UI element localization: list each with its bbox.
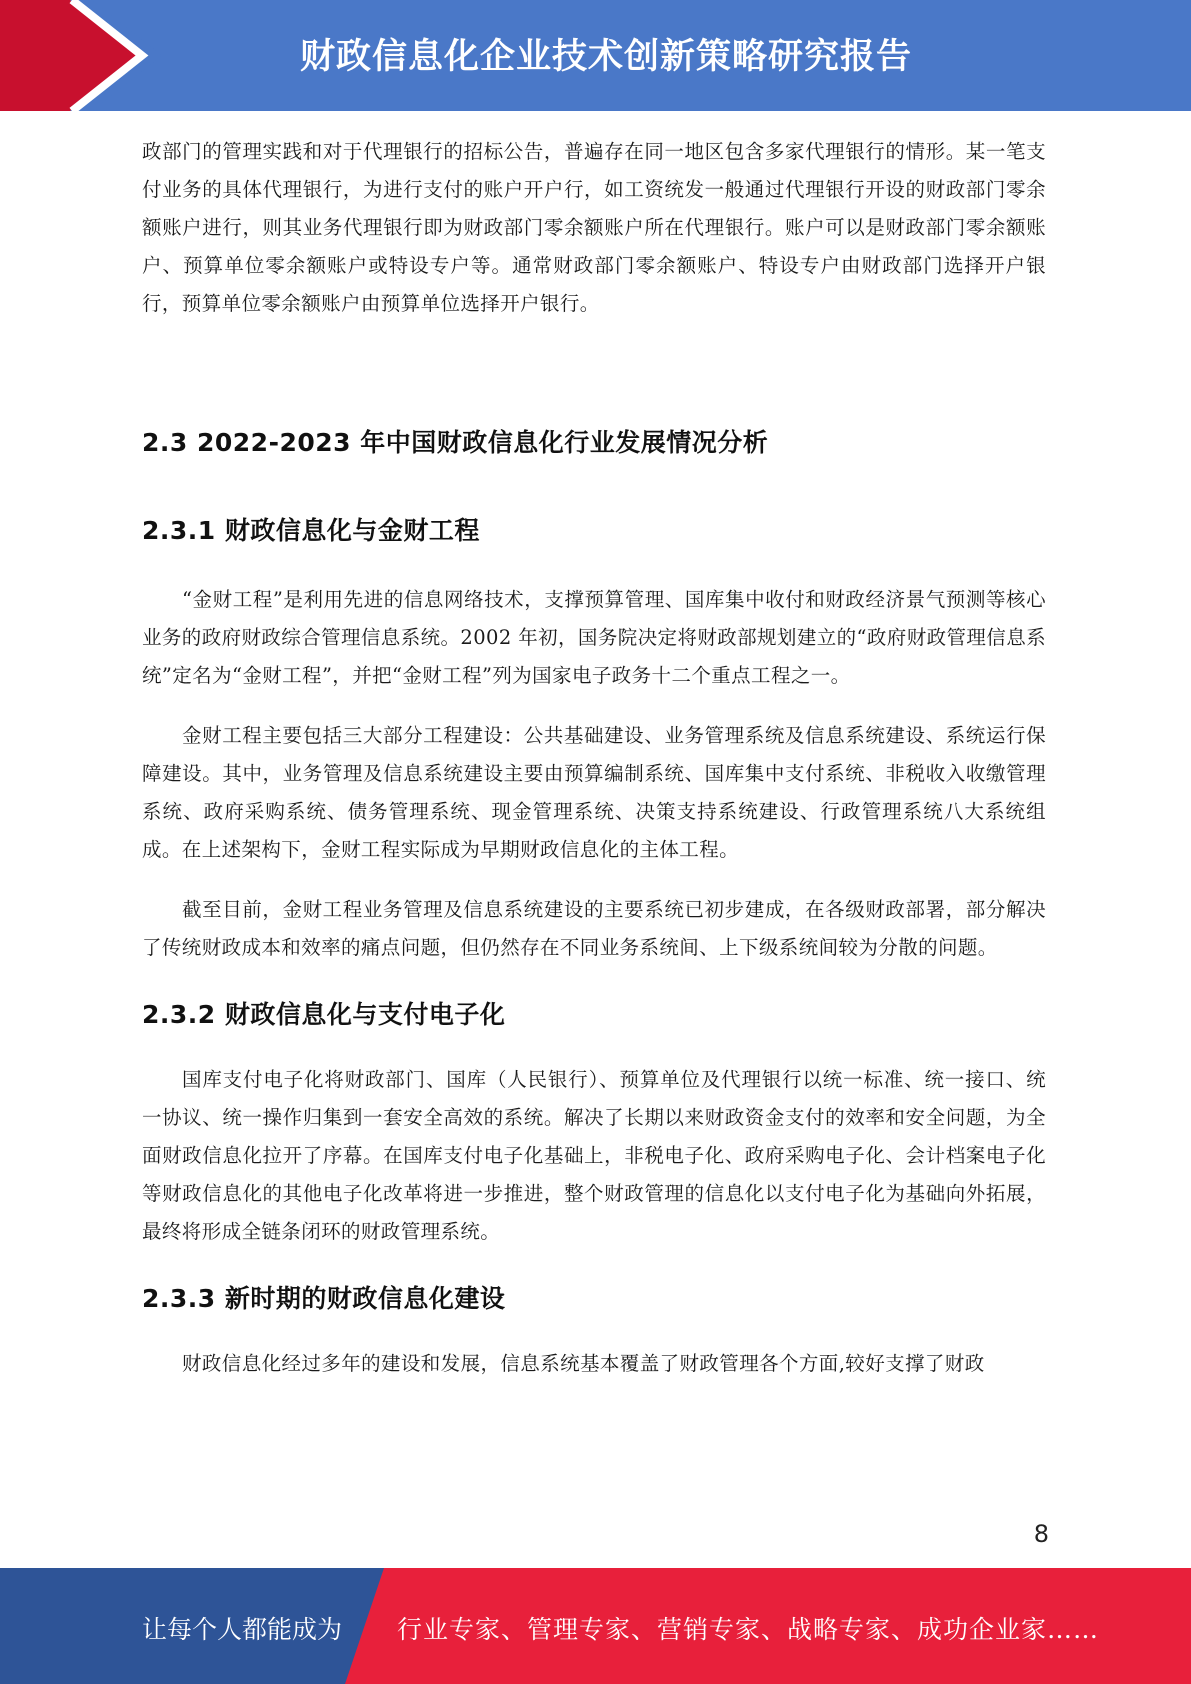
paragraph-jincai-status: 截至目前，金财工程业务管理及信息系统建设的主要系统已初步建成，在各级财政部署，部分解决了传统财政成本和效率的痛点问题，但仍然存在不同业务系统间、上下级系统间较为分散的问题。	[142, 898, 1046, 959]
footer-slogan-left: 让每个人都能成为	[142, 1615, 343, 1644]
paragraph-jincai-components: 金财工程主要包括三大部分工程建设：公共基础建设、业务管理系统及信息系统建设、系统运行保障建设。其中，业务管理及信息系统建设主要由预算编制系统、国库集中支付系统、非税收入收缴管理系统、政府采购系统、债务管理系统、现金管理系统、决策支持系统建设、行政管理系统八大系统组成。在上述架构下，金财工程实际成为早期财政信息化的主体工程。	[142, 724, 1046, 861]
page-number: 8	[1033, 1520, 1049, 1548]
intro-paragraph: 政部门的管理实践和对于代理银行的招标公告，普遍存在同一地区包含多家代理银行的情形。某一笔支付业务的具体代理银行，为进行支付的账户开户行，如工资统发一般通过代理银行开设的财政部门零余额账户进行，则其业务代理银行即为财政部门零余额账户所在代理银行。账户可以是财政部门零余额账户、预算单位零余额账户或特设专户等。通常财政部门零余额账户、特设专户由财政部门选择开户银行，预算单位零余额账户由预算单位选择开户银行。	[142, 140, 1046, 315]
document-body	[142, 133, 1046, 1383]
paragraph-payment-electronic: 国库支付电子化将财政部门、国库（人民银行）、预算单位及代理银行以统一标准、统一接口、统一协议、统一操作归集到一套安全高效的系统。解决了长期以来财政资金支付的效率和安全问题，为全面财政信息化拉开了序幕。在国库支付电子化基础上，非税电子化、政府采购电子化、会计档案电子化等财政信息化的其他电子化改革将进一步推进，整个财政管理的信息化以支付电子化为基础向外拓展，最终将形成全链条闭环的财政管理系统。	[142, 1068, 1046, 1243]
section-heading-2-3-2: 2.3.2 财政信息化与支付电子化	[142, 1000, 506, 1029]
section-heading-2-3-3: 2.3.3 新时期的财政信息化建设	[142, 1284, 506, 1313]
footer-banner	[0, 1568, 1191, 1684]
section-heading-2-3: 2.3 2022-2023 年中国财政信息化行业发展情况分析	[142, 428, 769, 457]
report-title: 财政信息化企业技术创新策略研究报告	[300, 37, 913, 77]
header-banner	[0, 0, 1191, 111]
section-heading-2-3-1: 2.3.1 财政信息化与金财工程	[142, 516, 480, 545]
paragraph-new-era: 财政信息化经过多年的建设和发展，信息系统基本覆盖了财政管理各个方面,较好支撑了财政	[182, 1352, 985, 1375]
footer-slogan-right: 行业专家、管理专家、营销专家、战略专家、成功企业家……	[397, 1615, 1100, 1644]
paragraph-jincai-definition: “金财工程”是利用先进的信息网络技术，支撑预算管理、国库集中收付和财政经济景气预测等核心业务的政府财政综合管理信息系统。2002 年初，国务院决定将财政部规划建立的“政府财政管理信息系统”定名为“金财工程”，并把“金财工程”列为国家电子政务十二个重点工程之一。	[142, 588, 1046, 687]
